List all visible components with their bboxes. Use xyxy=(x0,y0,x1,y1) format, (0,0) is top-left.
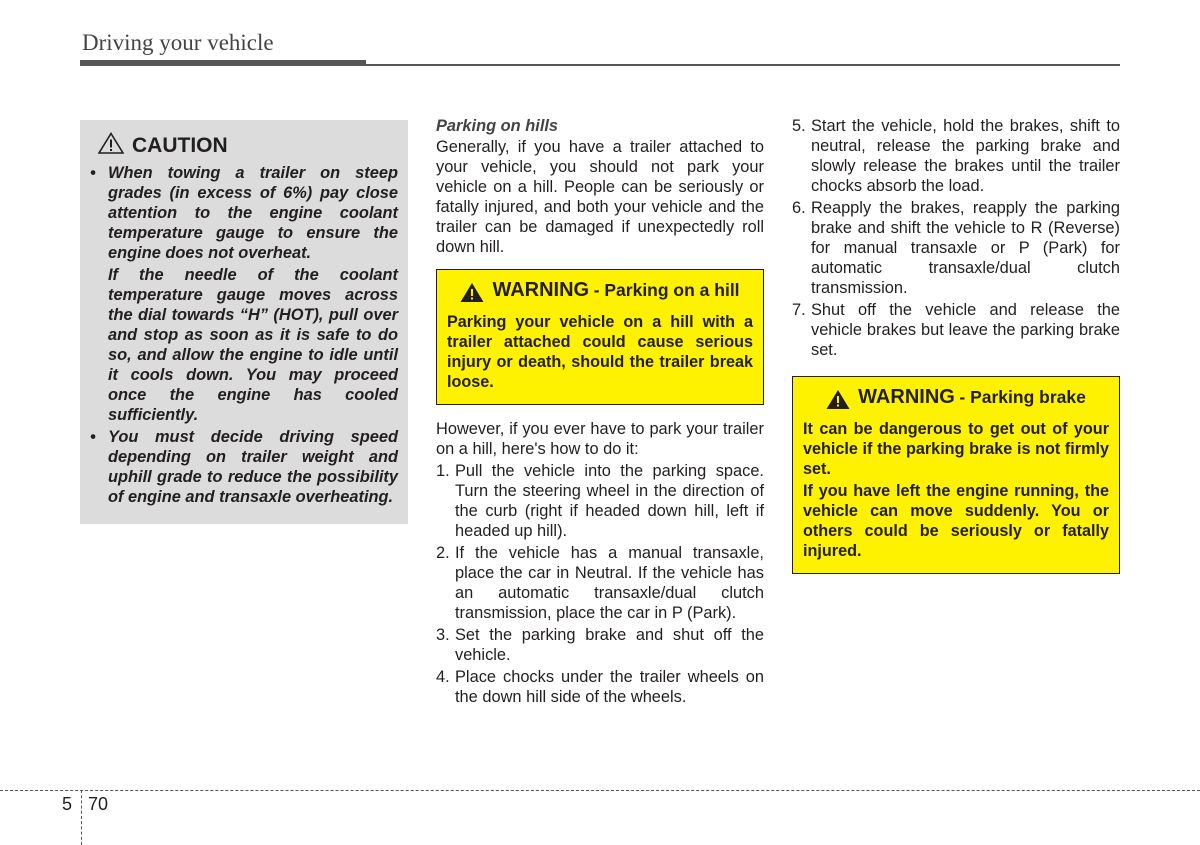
caution-bullet-text: You must decide driving speed depending on trailer weight and uphill grade to reduce the possibility of engine and transaxle overheating. xyxy=(108,428,398,506)
step-number: 4. xyxy=(436,668,450,686)
page-number: 70 xyxy=(88,794,109,814)
list-item xyxy=(792,116,1120,196)
bullet-dot: • xyxy=(90,428,96,446)
step-number: 7. xyxy=(792,301,806,319)
step-text: Shut off the vehicle and release the vehicle brakes but leave the parking brake set. xyxy=(811,301,1120,359)
warning-header xyxy=(803,387,1109,415)
step-text: Start the vehicle, hold the brakes, shift to neutral, release the parking brake and slowly release the brakes until the trailer chocks absorb the load. xyxy=(811,117,1120,195)
list-item xyxy=(792,300,1120,360)
step-text: Pull the vehicle into the parking space. Turn the steering wheel in the direction of the curb (right if headed down hill, left if headed up hill). xyxy=(455,462,764,540)
section-heading: Parking on hills xyxy=(436,117,559,135)
warning-label: WARNING xyxy=(492,279,590,301)
warning-topic: - Parking brake xyxy=(959,387,1086,407)
caution-bullet-text: When towing a trailer on steep grades (in excess of 6%) pay close attention to the engine coolant temperature gauge to ensure the engine does not overheat. xyxy=(108,164,398,262)
caution-body xyxy=(90,163,398,507)
warning-topic: - Parking on a hill xyxy=(593,280,740,300)
bullet-dot: • xyxy=(90,164,96,182)
step-number: 5. xyxy=(792,117,806,135)
step-text: Set the parking brake and shut off the vehicle. xyxy=(455,626,764,664)
caution-bullet xyxy=(90,427,398,507)
steps-list-b xyxy=(792,116,1120,360)
step-text: Reapply the brakes, reapply the parking brake and shift the vehicle to R (Reverse) for manual transaxle or P (Park) for automatic transaxle/dual clutch transmission. xyxy=(811,199,1120,297)
list-item xyxy=(436,667,764,707)
warning-label: WARNING xyxy=(858,386,955,408)
caution-paragraph: If the needle of the coolant temperature gauge moves across the dial towards “H” (HOT), pull over and stop as soon as it is safe to do so, and allow the engine to idle until it cools down. You may proceed once the engine has cooled sufficiently. xyxy=(108,266,398,424)
footer-rule xyxy=(0,790,1200,791)
warning-box-brake xyxy=(792,376,1120,574)
warning-box-hill xyxy=(436,269,764,405)
step-number: 1. xyxy=(436,462,450,480)
list-item xyxy=(436,461,764,541)
step-text: Place chocks under the trailer wheels on the down hill side of the wheels. xyxy=(455,668,764,706)
caution-label: CAUTION xyxy=(132,133,228,157)
warning-body xyxy=(803,419,1109,561)
step-number: 2. xyxy=(436,544,450,562)
warning-triangle-icon xyxy=(460,282,484,308)
steps-list-a xyxy=(436,461,764,707)
warning-body xyxy=(447,312,753,392)
caution-bullet xyxy=(90,163,398,263)
caution-triangle-icon xyxy=(98,132,124,159)
caution-box xyxy=(80,120,408,524)
howto-paragraph: However, if you ever have to park your trailer on a hill, here's how to do it: xyxy=(436,420,764,458)
list-item xyxy=(792,198,1120,298)
warning-text: It can be dangerous to get out of your vehicle if the parking brake is not firmly set. xyxy=(803,420,1109,478)
warning-text: If you have left the engine running, the vehicle can move suddenly. You or others could be seriously or fatally injured. xyxy=(803,482,1109,560)
step-text: If the vehicle has a manual transaxle, place the car in Neutral. If the vehicle has an automatic transaxle/dual clutch transmission, place the car in P (Park). xyxy=(455,544,764,622)
caution-header xyxy=(98,132,398,159)
warning-triangle-icon xyxy=(826,389,850,415)
footer-divider xyxy=(81,790,82,845)
column-middle xyxy=(436,116,764,709)
list-item xyxy=(436,625,764,665)
header-rule-thick xyxy=(80,60,366,66)
list-item xyxy=(436,543,764,623)
warning-text: Parking your vehicle on a hill with a trailer attached could cause serious injury or death, should the trailer break loose. xyxy=(447,313,753,391)
warning-header xyxy=(447,280,753,308)
intro-paragraph: Generally, if you have a trailer attached to your vehicle, you should not park your vehicle on a hill. People can be seriously or fatally injured, and both your vehicle and the trailer can be damaged if unexpectedly roll down hill. xyxy=(436,138,764,256)
step-number: 3. xyxy=(436,626,450,644)
column-right xyxy=(792,116,1120,574)
page-header-title: Driving your vehicle xyxy=(82,30,274,55)
chapter-number: 5 xyxy=(62,794,73,814)
step-number: 6. xyxy=(792,199,806,217)
header-rule-thin xyxy=(366,64,1120,66)
column-left xyxy=(80,120,408,524)
